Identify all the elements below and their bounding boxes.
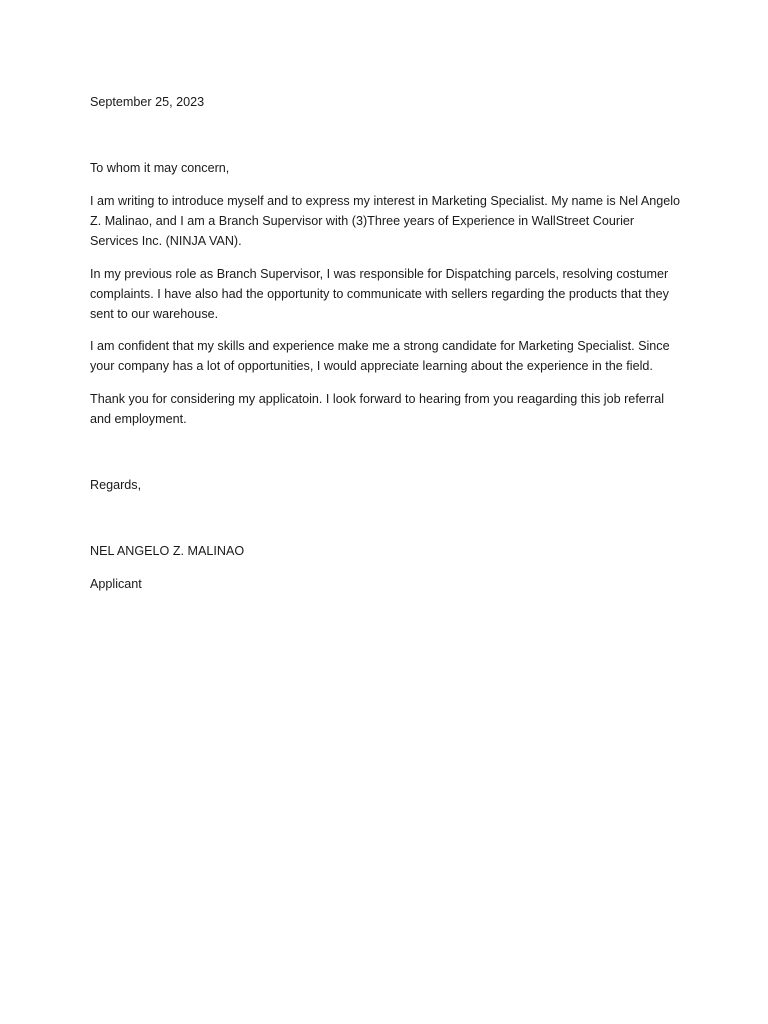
letter-salutation: To whom it may concern, [90, 161, 230, 175]
letter-paragraph-intro: I am writing to introduce myself and to express my interest in Marketing Specialist. My name is Nel Angelo Z. Malinao, and I am a Branch Supervisor with (3)Three years of Experience in WallStreet Courier Services Inc. (NINJA VAN). [90, 194, 681, 248]
letter-paragraph-thanks: Thank you for considering my applicatoin. I look forward to hearing from you reagarding this job referral and employment. [90, 392, 665, 426]
letter-paragraph-experience: In my previous role as Branch Supervisor, I was responsible for Dispatching parcels, resolving costumer complaints. I have also had the opportunity to communicate with sellers regarding the products that they sent to our warehouse. [90, 267, 669, 321]
letter-closing: Regards, [90, 478, 142, 492]
signature-title: Applicant [90, 577, 142, 591]
letter-date: September 25, 2023 [90, 95, 205, 109]
signature-name: NEL ANGELO Z. MALINAO [90, 544, 245, 558]
letter-paragraph-confidence: I am confident that my skills and experience make me a strong candidate for Marketing Specialist. Since your company has a lot of opportunities, I would appreciate learning about the experience in the field. [90, 339, 670, 373]
